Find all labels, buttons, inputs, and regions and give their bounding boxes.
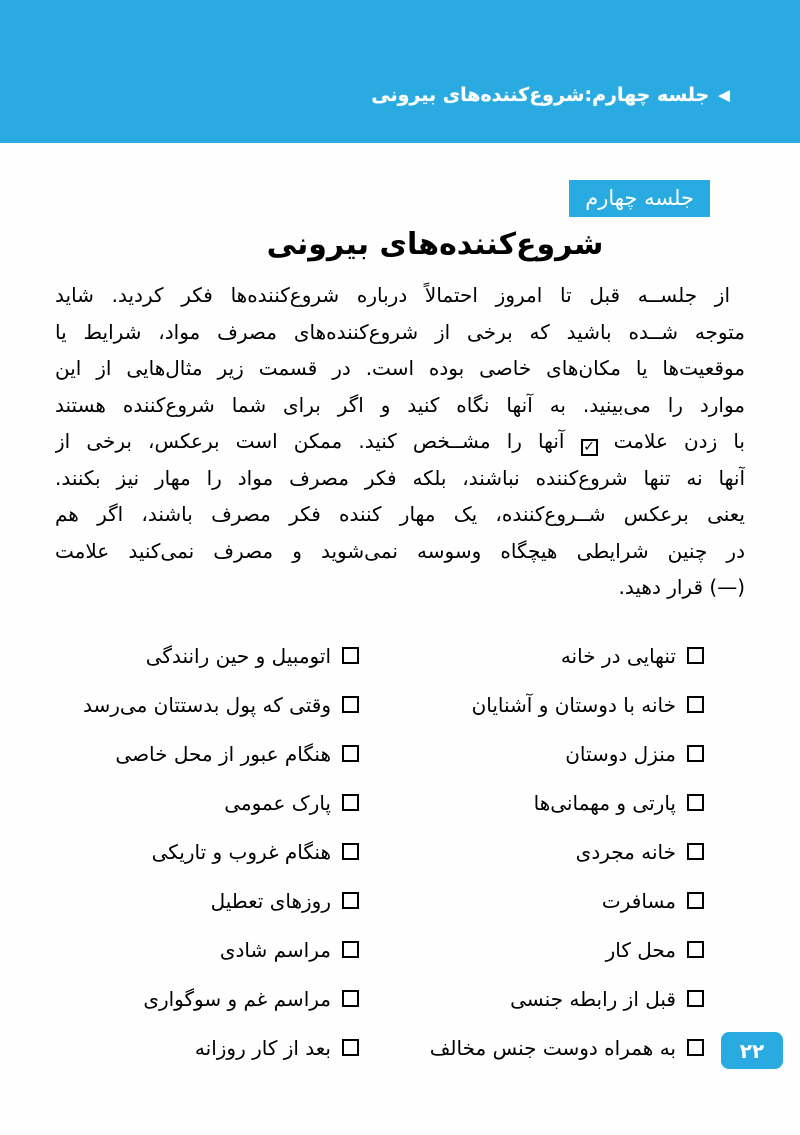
checkbox[interactable]	[687, 990, 704, 1007]
paragraph-line: در چنین شرایطی هیچگاه وسوسه نمی‌شوید و مصرف نمی‌کنید علامت	[55, 538, 745, 563]
checkbox[interactable]	[687, 647, 704, 664]
checklist-item-label: به همراه دوست جنس مخالف	[429, 1035, 676, 1060]
checklist-item-label: مسافرت	[601, 888, 676, 913]
paragraph-line-with-checkbox	[55, 423, 745, 460]
page-number-badge: ۲۲	[721, 1032, 783, 1069]
checklist-item-label: اتومبیل و حین رانندگی	[145, 643, 331, 668]
checklist-item	[400, 693, 745, 717]
checklist-item-label: قبل از رابطه جنسی	[510, 986, 676, 1011]
checkbox[interactable]	[342, 843, 359, 860]
checklist-item	[55, 840, 400, 864]
checklist-item-label: منزل دوستان	[565, 741, 676, 766]
checklist-item	[55, 938, 400, 962]
checklist-item	[400, 1036, 745, 1060]
checklist-item-label: هنگام غروب و تاریکی	[151, 839, 331, 864]
header-band	[0, 0, 800, 143]
checklist-item	[400, 840, 745, 864]
checklist-item-label: پارتی و مهمانی‌ها	[533, 790, 676, 815]
triggers-checklist	[55, 631, 745, 1072]
checklist-item	[55, 1036, 400, 1060]
paragraph-line: متوجه شــده باشید که برخی از شروع‌کننده‌های مصرف مواد، شرایط یا	[55, 319, 745, 344]
paragraph-line: موقعیت‌ها یا مکان‌های خاصی بوده است. در قسمت زیر مثال‌هایی از این	[55, 356, 745, 380]
paragraph-text: با زدن علامت	[613, 429, 745, 453]
checklist-item-label: خانه مجردی	[575, 839, 676, 864]
checklist-item-label: مراسم شادی	[219, 937, 331, 962]
checkbox[interactable]	[342, 1039, 359, 1056]
header-title-text: جلسه چهارم:شروع‌کننده‌های بیرونی	[371, 84, 710, 106]
checklist-item	[400, 644, 745, 668]
checkbox[interactable]	[342, 941, 359, 958]
checklist-item	[55, 791, 400, 815]
checkbox[interactable]	[342, 647, 359, 664]
checklist-item	[55, 742, 400, 766]
checkbox[interactable]	[342, 745, 359, 762]
checklist-item	[55, 889, 400, 913]
checkbox[interactable]	[687, 794, 704, 811]
checkbox[interactable]	[687, 745, 704, 762]
checkbox[interactable]	[687, 696, 704, 713]
checkbox[interactable]	[687, 843, 704, 860]
checklist-item-label: پارک عمومی	[224, 790, 331, 815]
checklist-item	[55, 644, 400, 668]
checklist-item	[55, 693, 400, 717]
check-mark-icon: ✓	[583, 439, 595, 455]
checklist-item	[400, 791, 745, 815]
checklist-item-label: وقتی که پول بدستتان می‌رسد	[83, 692, 331, 717]
checked-checkbox-icon	[581, 439, 598, 456]
checklist-item	[400, 889, 745, 913]
page-title: شروع‌کننده‌های بیرونی	[266, 227, 604, 262]
paragraph-text: آنها را مشــخص کنید. ممکن است برعکس، برخی از	[55, 429, 565, 453]
checklist-item	[55, 987, 400, 1011]
checklist-item-label: بعد از کار روزانه	[194, 1035, 331, 1060]
paragraph-line: آنها نه تنها شروع‌کننده نباشند، بلکه فکر مصرف مواد را مهار نیز بکنند.	[55, 465, 745, 490]
checkbox[interactable]	[342, 696, 359, 713]
intro-paragraph	[55, 277, 745, 606]
checklist-item-label: روزهای تعطیل	[210, 888, 331, 913]
checklist-item-label: مراسم غم و سوگواری	[143, 986, 331, 1011]
checkbox[interactable]	[342, 794, 359, 811]
checkbox[interactable]	[687, 892, 704, 909]
checkbox[interactable]	[687, 1039, 704, 1056]
checkbox[interactable]	[342, 892, 359, 909]
checklist-item-label: تنهایی در خانه	[560, 643, 676, 668]
header-title	[371, 84, 730, 106]
checklist-item-label: هنگام عبور از محل خاصی	[115, 741, 331, 766]
back-arrow-icon: ◀	[718, 85, 730, 104]
checklist-item	[400, 938, 745, 962]
checklist-item	[400, 987, 745, 1011]
checklist-item-label: خانه با دوستان و آشنایان	[471, 692, 676, 717]
paragraph-line: (—) قرار دهید.	[618, 575, 745, 599]
paragraph-line: موارد را می‌بینید. به آنها نگاه کنید و اگر برای شما شروع‌کننده هستند	[55, 392, 745, 417]
paragraph-line: یعنی برعکس شــروع‌کننده، یک مهار کننده فکر مصرف باشند، اگر هم	[55, 502, 745, 526]
checkbox[interactable]	[687, 941, 704, 958]
session-badge: جلسه چهارم	[569, 180, 710, 217]
paragraph-line: از جلســه قبل تا امروز احتمالاً درباره شروع‌کننده‌ها فکر کردید. شاید	[55, 283, 730, 307]
checklist-item	[400, 742, 745, 766]
checkbox[interactable]	[342, 990, 359, 1007]
checklist-item-label: محل کار	[605, 937, 676, 962]
